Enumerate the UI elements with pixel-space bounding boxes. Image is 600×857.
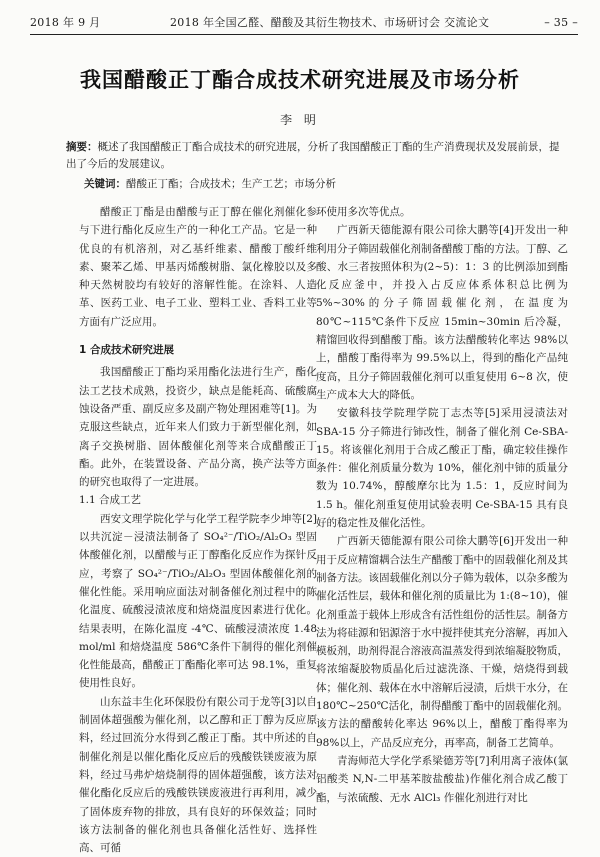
running-header — [30, 14, 578, 35]
right-paragraph-3: 广西新天德能源有限公司徐大鹏等[6]开发出一种用于反应精馏耦合法生产醋酸丁酯中的固载催化剂及其制备方法。该固载催化剂以分子筛为载体，以杂多酸为催化活性层，载体和催化剂的质量比为 1:(8~10)，催化剂重盖于载体上形成含有活性组份的活性层。制备方法为将硅源和铝源溶于水中搅拌使其充分溶解，再加入模板剂，助剂得混合溶液高温蒸发得到浓缩凝胶物质，将浓缩凝胶物质晶化后过滤洗涤、干燥，焙烧得到载体；催化剂、载体在水中溶解后浸渍，后烘干水分，在 180℃~250℃活化，制得醋酸丁酯中的固载催化剂。该方法的醋酸转化率达 96%以上，醋酸丁酯得率为 98%以上，产品反应充分，再率高，制备工艺简单。 — [316, 535, 568, 749]
right-column — [316, 203, 568, 804]
subsection-paragraph-1: 西安文理学院化学与化学工程学院李少坤等[2]以共沉淀－浸渍法制备了 SO₄²⁻/TiO₂/Al₂O₃ 型固体酸催化剂，以醋酸与正丁醇酯化反应作为探针反应，考察了 SO₄²⁻/TiO₂/Al₂O₃ 型固体酸催化剂的催化性能。采用响应面法对制备催化剂过程中的陈化温度、硫酸浸渍浓度和焙烧温度因素进行优化。结果表明，在陈化温度 -4℃、硫酸浸渍浓度 1.48 mol/ml 和焙烧温度 586℃条件下制得的催化剂催化性能最高，醋酸正丁酯酯化率可达 98.1%，重复使用性良好。 — [79, 512, 317, 690]
subsection-1-1-heading: 1.1 合成工艺 — [79, 494, 142, 507]
paper-title: 我国醋酸正丁酯合成技术研究进展及市场分析 — [80, 68, 520, 92]
header-date: 2018 年 9 月 — [30, 16, 101, 29]
left-column — [79, 203, 317, 855]
keywords-label: 关键词： — [84, 178, 126, 190]
intro-paragraph: 醋酸正丁酯是由醋酸与正丁醇在催化剂催化参与下进行酯化反应生产的一种化工产品。它是一种优良的有机溶剂，对乙基纤维素、醋酸丁酸纤维素、聚苯乙烯、甲基丙烯酸树脂、氯化橡胶以及多种天然树胶均有较好的溶解性能。在涂料、人造革、医药工业、电子工业、塑料工业、香料工业等方面有广泛应用。 — [79, 206, 317, 328]
section-1-paragraph: 我国醋酸正丁酯均采用酯化法进行生产，酯化法工艺技术成熟，投资少，缺点是能耗高、硫酸腐蚀设备严重、副反应多及副产物处理困难等[1]。为克服这些缺点，近年来人们致力于新型催化剂，如离子交换树脂、固体酸催化剂等来合成醋酸正丁酯。此外，在装置设备、产品分离，换产法等方面的研究也取得了一定进展。 — [79, 366, 317, 489]
abstract — [66, 139, 560, 173]
paper-author: 李 明 — [280, 113, 320, 127]
right-paragraph-4: 青海师范大学化学系梁德芳等[7]利用离子液体(氯铝酸类 N,N-二甲基苯胺盐酸盐)作催化剂合成乙酸丁酯，与浓硫酸、无水 AlCl₃ 作催化剂进行对比 — [316, 754, 568, 804]
abstract-text: 概述了我国醋酸正丁酯合成技术的研究进展，分析了我国醋酸正丁酯的生产消费现状及发展前景，提出了今后的发展建议。 — [66, 141, 560, 170]
header-conference: 2018 年全国乙醛、醋酸及其衍生物技术、市场研讨会 交流论文 — [170, 16, 490, 29]
section-1-heading: 1 合成技术研究进展 — [79, 344, 174, 357]
right-paragraph-2: 安徽科技学院理学院丁志杰等[5]采用浸渍法对 SBA-15 分子筛进行铈改性，制备了催化剂 Ce-SBA-15。将该催化剂用于合成乙酸正丁酯，确定较佳操作条件：催化剂质量分数为 10%，催化剂中铈的质量分数为 10.74%，醇酸摩尔比为 1.5：1，反应时间为 1.5 h。催化剂重复使用试验表明 Ce-SBA-15 具有良好的稳定性及催化活性。 — [316, 407, 568, 530]
subsection-paragraph-2: 山东益丰生化环保股份有限公司于龙等[3]以自制固体超强酸为催化剂，以乙醇和正丁醇为反应原料，经过回流分水得到乙酸正丁酯。其中所述的自制催化剂是以催化酯化反应后的残酸铁镁废液为原料，经过马弗炉焙烧制得的固体超强酸，该方法对催化酯化反应后的残酸铁镁废液进行再利用，减少了固体废弃物的排放，具有良好的环保效益；同时该方法制备的催化剂也具备催化活性好、选择性高、可循 — [79, 695, 317, 855]
right-paragraph-1: 广西新天德能源有限公司徐大鹏等[4]开发出一种利用分子筛固载催化剂制备醋酸丁酯的方法。丁醇、乙酸、水三者按照体积为(2~5)：1：3 的比例添加到酯化反应釜中，并投入占反应体系体积总比例为 5%~30%的分子筛固载催化剂，在温度为 80℃~115℃条件下反应 15min~30min 后冷凝，精馏回收得到醋酸丁酯。该方法醋酸转化率达 98%以上，醋酸丁酯得率为 99.5%以上，得到的酯化产品纯度高，且分子筛固载催化剂可以重复使用 6~8 次，使生产成本大大的降低。 — [316, 224, 568, 401]
abstract-label: 摘要： — [66, 141, 98, 153]
header-page-number: – 35 – — [544, 16, 578, 29]
continued-paragraph: 环使用多次等优点。 — [316, 206, 411, 218]
keywords-text: 醋酸正丁酯；合成技术；生产工艺；市场分析 — [126, 178, 336, 190]
keywords — [84, 176, 560, 192]
